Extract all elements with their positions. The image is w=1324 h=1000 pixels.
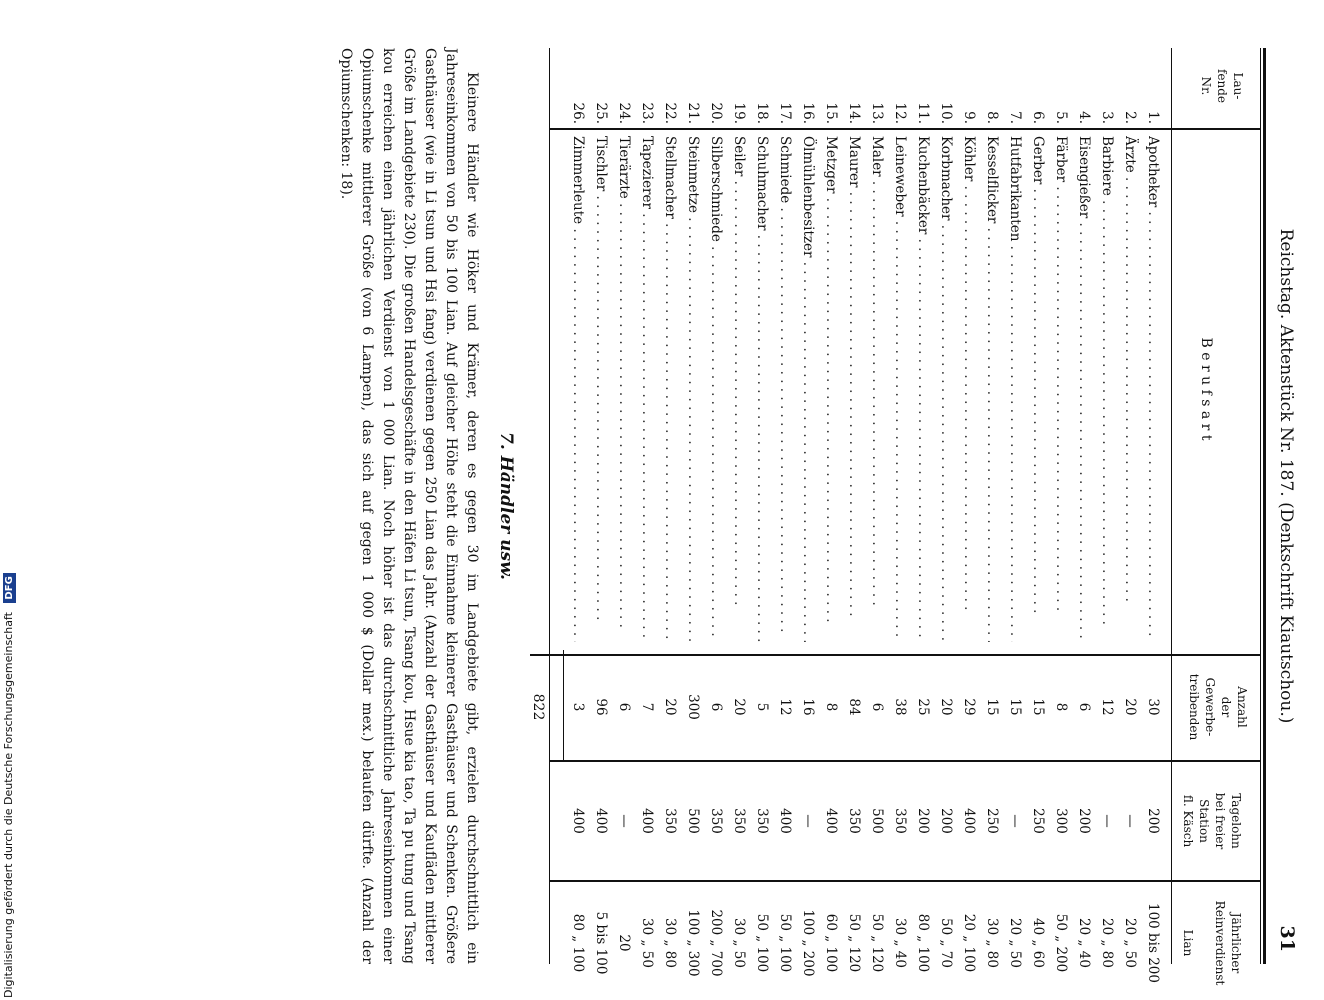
table-row xyxy=(750,48,773,973)
row-count: 8 xyxy=(1053,702,1069,712)
table-row xyxy=(842,48,865,973)
row-nr: 20. xyxy=(708,102,724,124)
row-count: 15 xyxy=(1007,698,1023,716)
row-nr: 19. xyxy=(731,102,747,124)
row-wage: 350 xyxy=(708,808,724,834)
row-count: 84 xyxy=(846,698,862,716)
row-income: 100 „ 300 xyxy=(685,909,701,977)
section-title: 7. Händler usw. xyxy=(496,432,516,580)
row-name: Steinmetze . . . xyxy=(681,136,704,642)
row-nr: 17. xyxy=(777,102,793,124)
table-row xyxy=(911,48,934,973)
row-wage: — xyxy=(1099,814,1115,828)
row-count: 20 xyxy=(731,698,747,716)
table-row xyxy=(796,48,819,977)
table-row xyxy=(589,48,612,975)
digitization-credit xyxy=(2,18,16,998)
row-income: 50 „ 120 xyxy=(869,913,885,973)
row-nr: 2. xyxy=(1122,111,1138,124)
row-wage: 200 xyxy=(1145,808,1161,834)
row-nr: 5. xyxy=(1053,111,1069,124)
row-count: 3 xyxy=(570,702,586,712)
row-name: Silberschmiede . . . xyxy=(704,136,727,642)
row-name: Eisengießer . . . xyxy=(1072,136,1095,642)
row-income: 20 „ 50 xyxy=(1007,918,1023,968)
row-income: 100 bis 200 xyxy=(1145,902,1161,983)
table-row xyxy=(1072,48,1095,968)
table-bottom-rule xyxy=(549,48,550,964)
row-name: Tischler . . . xyxy=(589,136,612,642)
row-nr: 9. xyxy=(961,111,977,124)
row-income: 30 „ 50 xyxy=(639,918,655,968)
row-income: 50 „ 100 xyxy=(754,913,770,973)
col-anzahl-header: Anzahl der Gewerbe- treibenden xyxy=(1187,673,1249,741)
row-count: 6 xyxy=(708,702,724,712)
row-income: 50 „ 200 xyxy=(1053,913,1069,973)
row-count: 5 xyxy=(754,702,770,712)
row-wage: — xyxy=(800,814,816,828)
row-nr: 10. xyxy=(938,102,954,124)
row-nr: 1. xyxy=(1145,111,1161,124)
row-name: Zimmerleute . . . xyxy=(566,136,589,642)
row-count: 20 xyxy=(1122,698,1138,716)
row-count: 6 xyxy=(616,702,632,712)
row-count: 25 xyxy=(915,698,931,716)
row-wage: 400 xyxy=(961,808,977,834)
row-count: 96 xyxy=(593,698,609,716)
row-name: Stellmacher . . . xyxy=(658,136,681,642)
row-nr: 6. xyxy=(1030,111,1046,124)
row-name: Schuhmacher . . . xyxy=(750,136,773,642)
table-row xyxy=(1003,48,1026,968)
header-rule-thin xyxy=(1260,48,1261,964)
header-rule xyxy=(1263,48,1266,964)
row-name: Leineweber . . . xyxy=(888,136,911,642)
row-nr: 23. xyxy=(639,102,655,124)
table-row xyxy=(934,48,957,968)
row-wage: 250 xyxy=(984,808,1000,834)
row-name: Gerber . . . xyxy=(1026,136,1049,642)
col-nr-header: Lau- fende Nr. xyxy=(1199,68,1245,104)
row-income: 200 „ 700 xyxy=(708,909,724,977)
row-name: Apotheker . . . xyxy=(1141,136,1164,642)
row-name: Tierärzte . . . xyxy=(612,136,635,642)
row-name: Ölmühlenbesitzer . . . xyxy=(796,136,819,642)
row-count: 29 xyxy=(961,698,977,716)
row-count: 38 xyxy=(892,698,908,716)
row-income: 20 „ 100 xyxy=(961,913,977,973)
row-count: 12 xyxy=(777,698,793,716)
row-income: 50 „ 120 xyxy=(846,913,862,973)
table-row xyxy=(1141,48,1164,983)
row-income: 50 „ 70 xyxy=(938,918,954,968)
row-count: 6 xyxy=(869,702,885,712)
row-nr: 14. xyxy=(846,102,862,124)
row-income: 100 „ 200 xyxy=(800,909,816,977)
row-nr: 22. xyxy=(662,102,678,124)
row-wage: 250 xyxy=(1030,808,1046,834)
row-wage: 350 xyxy=(754,808,770,834)
row-name: Metzger . . . xyxy=(819,136,842,642)
table-row xyxy=(773,48,796,973)
row-count: 20 xyxy=(938,698,954,716)
table-row xyxy=(704,48,727,977)
col-beruf-header: B e r u f s a r t xyxy=(1198,337,1214,441)
running-header xyxy=(1270,48,1300,964)
row-income: 20 „ 50 xyxy=(1122,918,1138,968)
dfg-logo: DFG xyxy=(3,573,16,602)
row-wage: 350 xyxy=(662,808,678,834)
row-count: 12 xyxy=(1099,698,1115,716)
col-jahres-unit: Lian xyxy=(1181,929,1195,957)
table-row xyxy=(1118,48,1141,968)
table-row xyxy=(957,48,980,973)
table-row xyxy=(819,48,842,973)
row-wage: 400 xyxy=(777,808,793,834)
row-name: Ärzte . . . xyxy=(1118,136,1141,642)
col-jahres-header: Jährlicher Reinverdienst xyxy=(1213,900,1243,986)
row-nr: 13. xyxy=(869,102,885,124)
row-income: 20 xyxy=(616,934,632,952)
row-name: Maler . . . xyxy=(865,136,888,642)
total-count: 822 xyxy=(530,693,546,721)
table-row xyxy=(1049,48,1072,973)
row-income: 20 „ 80 xyxy=(1099,918,1115,968)
table-row xyxy=(658,48,681,968)
row-nr: 15. xyxy=(823,102,839,124)
row-wage: 350 xyxy=(846,808,862,834)
row-name: Tapezierer . . . xyxy=(635,136,658,642)
row-wage: 400 xyxy=(639,808,655,834)
row-wage: 400 xyxy=(570,808,586,834)
table-row xyxy=(980,48,1003,968)
table-row xyxy=(727,48,750,968)
running-title: Reichstag. Aktenstück Nr. 187. (Denkschrift Kiautschou.) xyxy=(1276,228,1296,724)
table-row xyxy=(1095,48,1118,968)
sum-rule xyxy=(563,650,564,760)
row-nr: 8. xyxy=(984,111,1000,124)
row-income: 80 „ 100 xyxy=(570,913,586,973)
row-count: 300 xyxy=(685,694,701,720)
row-nr: 25. xyxy=(593,102,609,124)
row-wage: 350 xyxy=(731,808,747,834)
row-name: Barbiere . . . xyxy=(1095,136,1118,642)
row-income: 30 „ 80 xyxy=(662,918,678,968)
row-income: 50 „ 100 xyxy=(777,913,793,973)
row-name: Hutfabrikanten . . . xyxy=(1003,136,1026,642)
page-number: 31 xyxy=(1276,925,1298,952)
row-nr: 21. xyxy=(685,102,701,124)
row-count: 15 xyxy=(1030,698,1046,716)
row-nr: 7. xyxy=(1007,111,1023,124)
row-nr: 18. xyxy=(754,102,770,124)
row-wage: 200 xyxy=(1076,808,1092,834)
row-count: 6 xyxy=(1076,702,1092,712)
row-income: 5 bis 100 xyxy=(593,911,609,975)
row-wage: 500 xyxy=(685,808,701,834)
col-tagelohn-unit: fl. Käsch xyxy=(1181,794,1195,848)
row-nr: 24. xyxy=(616,102,632,124)
table-row xyxy=(566,48,589,973)
row-name: Maurer . . . xyxy=(842,136,865,642)
row-name: Kuchenbäcker . . . xyxy=(911,136,934,642)
row-wage: — xyxy=(616,814,632,828)
row-nr: 26. xyxy=(570,102,586,124)
row-income: 30 „ 50 xyxy=(731,918,747,968)
row-count: 16 xyxy=(800,698,816,716)
row-wage: 200 xyxy=(938,808,954,834)
table-row xyxy=(865,48,888,973)
row-nr: 3. xyxy=(1099,111,1115,124)
credit-text: Digitalisierung gefördert durch die Deutsche Forschungsgemeinschaft xyxy=(2,612,15,998)
row-name: Färber . . . xyxy=(1049,136,1072,642)
row-wage: 400 xyxy=(593,808,609,834)
header-bottom-rule xyxy=(1171,48,1172,964)
row-name: Kesselflicker . . . xyxy=(980,136,1003,642)
row-income: 80 „ 100 xyxy=(915,913,931,973)
row-wage: — xyxy=(1007,814,1023,828)
row-wage: 200 xyxy=(915,808,931,834)
row-nr: 16. xyxy=(800,102,816,124)
table-row xyxy=(612,48,635,964)
table-row xyxy=(681,48,704,977)
row-wage: — xyxy=(1122,814,1138,828)
row-wage: 300 xyxy=(1053,808,1069,834)
section-paragraph: Kleinere Händler wie Höker und Krämer, deren es gegen 30 im Landgebiete gibt, erzielen durchschnittlich ein Jahreseinkommen von 50 bis 100 Lian. Auf gleicher Höhe steht die Einnahme kleinerer Gasthäuser und Schenken. Größere Gasthäuser (wie in Li tsun und Hsi fang) verdienen gegen 250 Lian das Jahr. (Anzahl der Gasthäuser und Kaufläden mittlerer Größe im Landgebiete 230). Die großen Handelsgeschäfte in den Häfen Li tsun, Tsang kou, Hsue kia tao, Ta pu tung und Tsang kou erreichen einen jährlichen Verdienst von 1 000 Lian. Noch höher ist das durchschnittliche Jahreseinkommen einer Opiumschenke mittlerer Größe (von 6 Lampen), das sich auf gegen 1 000 $ (Dollar mex.) belaufen dürfte. (Anzahl der Opiumschenken: 18). xyxy=(338,48,480,964)
row-count: 8 xyxy=(823,702,839,712)
row-count: 7 xyxy=(639,702,655,712)
row-count: 20 xyxy=(662,698,678,716)
row-income: 60 „ 100 xyxy=(823,913,839,973)
row-nr: 12. xyxy=(892,102,908,124)
row-name: Seiler . . . xyxy=(727,136,750,642)
row-name: Korbmacher . . . xyxy=(934,136,957,642)
row-count: 15 xyxy=(984,698,1000,716)
row-name: Köhler . . . xyxy=(957,136,980,642)
table-row xyxy=(888,48,911,968)
row-nr: 4. xyxy=(1076,111,1092,124)
row-income: 20 „ 40 xyxy=(1076,918,1092,968)
row-income: 30 „ 40 xyxy=(892,918,908,968)
row-wage: 500 xyxy=(869,808,885,834)
row-wage: 350 xyxy=(892,808,908,834)
row-name: Schmiede . . . xyxy=(773,136,796,642)
row-income: 30 „ 80 xyxy=(984,918,1000,968)
row-nr: 11. xyxy=(915,102,931,124)
table-row xyxy=(1026,48,1049,968)
row-wage: 400 xyxy=(823,808,839,834)
col-tagelohn-header: Tagelohn bei freier Station xyxy=(1197,792,1243,850)
row-count: 30 xyxy=(1145,698,1161,716)
row-income: 40 „ 60 xyxy=(1030,918,1046,968)
table-row xyxy=(635,48,658,968)
